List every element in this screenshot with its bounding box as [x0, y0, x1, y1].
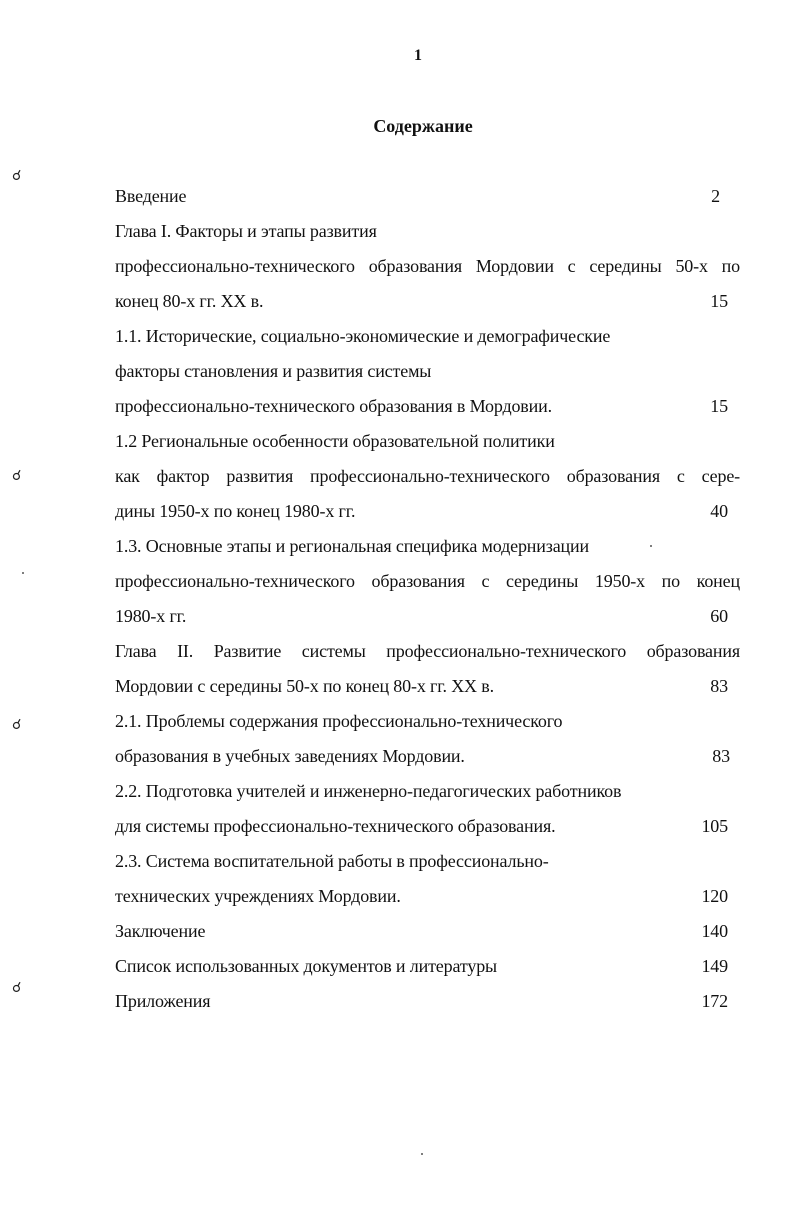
toc-entry-bibliography[interactable] [115, 954, 740, 978]
toc-entry-text: конец 80-х гг. XX в. [115, 291, 264, 311]
toc-page-number: 149 [701, 956, 728, 976]
toc-entry-text: 2.2. Подготовка учителей и инженерно-педагогических работников [115, 781, 622, 801]
toc-entry-appendices[interactable] [115, 989, 740, 1013]
toc-entry-text: 1980-х гг. [115, 606, 187, 626]
toc-entry-section-2-2-line [115, 814, 740, 838]
binder-mark: ☌ [12, 717, 22, 733]
binder-mark: ☌ [12, 168, 22, 184]
toc-entry-section-1-1[interactable] [115, 324, 740, 348]
toc-entry-section-2-1[interactable] [115, 709, 740, 733]
toc-entry-text: Приложения [115, 991, 211, 1011]
toc-entry-introduction[interactable] [115, 184, 740, 208]
binder-mark: ☌ [12, 980, 22, 996]
toc-entry-chapter-1-line: профессионально-технического образования Мордовии с середины 50-х по [115, 256, 740, 276]
toc-page-number: 40 [710, 501, 728, 521]
toc-entry-section-1-3-line [115, 604, 740, 628]
toc-entry-text: 1.2 Региональные особенности образовательной политики [115, 431, 555, 451]
toc-entry-section-2-2[interactable] [115, 779, 740, 803]
toc-entry-text: Глава I. Факторы и этапы развития [115, 221, 377, 241]
page-number: 1 [414, 47, 422, 64]
toc-entry-chapter-1-line [115, 289, 740, 313]
toc-page-number: 140 [701, 921, 728, 941]
toc-entry-text: образования в учебных заведениях Мордовии. [115, 746, 465, 766]
toc-entry-text: дины 1950-х по конец 1980-х гг. [115, 501, 356, 521]
toc-entry-text: факторы становления и развития системы [115, 361, 432, 381]
toc-entry-text: технических учреждениях Мордовии. [115, 886, 401, 906]
toc-entry-text: Заключение [115, 921, 206, 941]
toc-entry-section-1-1-line [115, 394, 740, 418]
scan-speck [421, 1153, 423, 1155]
toc-entry-text: 2.3. Система воспитательной работы в профессионально- [115, 851, 549, 871]
toc-entry-text: Введение [115, 186, 187, 206]
toc-entry-section-1-2-line: как фактор развития профессионально-технического образования с сере- [115, 466, 740, 486]
toc-entry-section-2-3[interactable] [115, 849, 740, 873]
toc-entry-text: Список использованных документов и литературы [115, 956, 497, 976]
toc-page-number: 83 [710, 676, 728, 696]
toc-page-number: 15 [710, 291, 728, 311]
toc-entry-chapter-2-line [115, 674, 740, 698]
toc-entry-conclusion[interactable] [115, 919, 740, 943]
toc-page-number: 172 [701, 991, 728, 1011]
scan-speck [22, 572, 24, 574]
toc-entry-section-1-2-line [115, 499, 740, 523]
toc-entry-text: профессионально-технического образования в Мордовии. [115, 396, 552, 416]
toc-entry-section-2-3-line [115, 884, 740, 908]
toc-entry-section-1-2[interactable] [115, 429, 740, 453]
toc-title: Содержание [373, 116, 473, 136]
toc-page-number: 105 [701, 816, 728, 836]
toc-entry-section-1-3[interactable] [115, 534, 740, 558]
scan-speck [650, 545, 652, 547]
toc-page-number: 2 [711, 186, 720, 206]
toc-page-number: 83 [712, 746, 730, 766]
toc-entry-section-2-1-line [115, 744, 740, 768]
toc-entry-section-1-3-line: профессионально-технического образования с середины 1950-х по конец [115, 571, 740, 591]
toc-entry-chapter-1[interactable] [115, 219, 740, 243]
toc-page-number: 15 [710, 396, 728, 416]
toc-entry-text: 2.1. Проблемы содержания профессионально-технического [115, 711, 563, 731]
toc-page-number: 120 [701, 886, 728, 906]
toc-entry-text: 1.1. Исторические, социально-экономические и демографические [115, 326, 611, 346]
toc-entry-text: Мордовии с середины 50-х по конец 80-х гг. XX в. [115, 676, 494, 696]
toc-entry-text: для системы профессионально-технического образования. [115, 816, 556, 836]
toc-entry-text: 1.3. Основные этапы и региональная специфика модернизации [115, 536, 590, 556]
toc-entry-section-1-1-line [115, 359, 740, 383]
toc-entry-chapter-2[interactable]: Глава II. Развитие системы профессионально-технического образования [115, 641, 740, 661]
binder-mark: ☌ [12, 468, 22, 484]
toc-page-number: 60 [710, 606, 728, 626]
